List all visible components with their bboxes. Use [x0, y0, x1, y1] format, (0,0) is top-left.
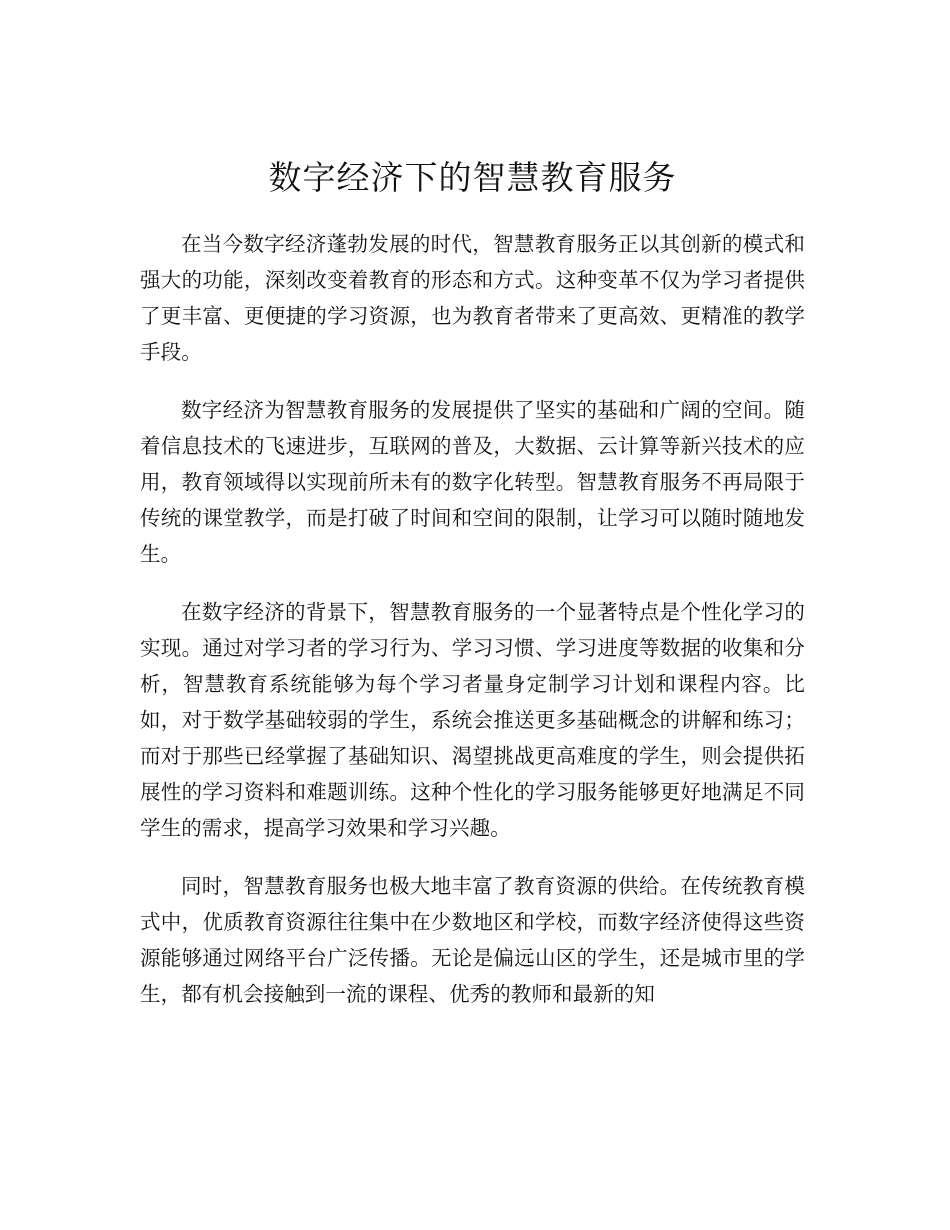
document-title: 数字经济下的智慧教育服务 [268, 158, 677, 197]
paragraph: 数字经济为智慧教育服务的发展提供了坚实的基础和广阔的空间。随着信息技术的飞速进步，互联网的普及，大数据、云计算等新兴技术的应用，教育领域得以实现前所未有的数字化转型。智慧教育服务不再局限于传统的课堂教学，而是打破了时间和空间的限制，让学习可以随时随地发生。 [140, 398, 805, 566]
paragraph: 在数字经济的背景下，智慧教育服务的一个显著特点是个性化学习的实现。通过对学习者的学习行为、学习习惯、学习进度等数据的收集和分析，智慧教育系统能够为每个学习者量身定制学习计划和课程内容。比如，对于数学基础较弱的学生，系统会推送更多基础概念的讲解和练习；而对于那些已经掌握了基础知识、渴望挑战更高难度的学生，则会提供拓展性的学习资料和难题训练。这种个性化的学习服务能够更好地满足不同学生的需求，提高学习效果和学习兴趣。 [140, 600, 805, 840]
document-page [140, 150, 805, 1034]
paragraph: 在当今数字经济蓬勃发展的时代，智慧教育服务正以其创新的模式和强大的功能，深刻改变着教育的形态和方式。这种变革不仅为学习者提供了更丰富、更便捷的学习资源，也为教育者带来了更高效、更精准的教学手段。 [140, 232, 805, 364]
paragraph: 同时，智慧教育服务也极大地丰富了教育资源的供给。在传统教育模式中，优质教育资源往往集中在少数地区和学校，而数字经济使得这些资源能够通过网络平台广泛传播。无论是偏远山区的学生，还是城市里的学生，都有机会接触到一流的课程、优秀的教师和最新的知 [140, 874, 805, 1006]
